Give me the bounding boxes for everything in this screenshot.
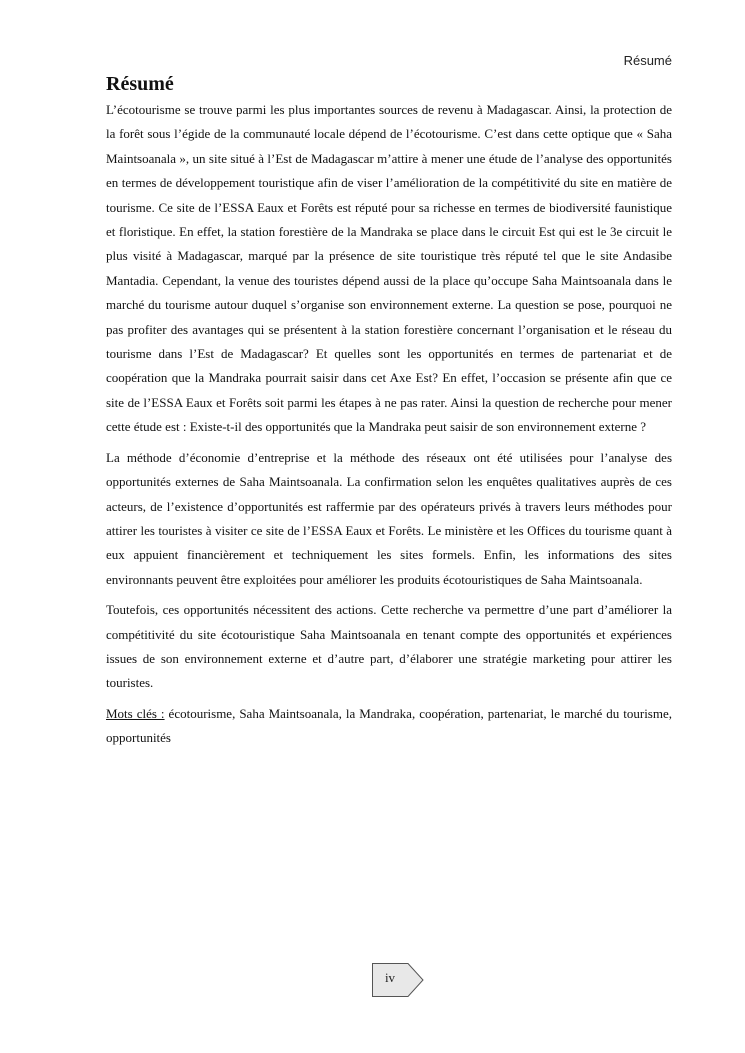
paragraph-2: La méthode d’économie d’entreprise et la méthode des réseaux ont été utilisées pour l’analyse des opportunités externes de Saha Maintsoanala. La confirmation selon les enquêtes qualitatives auprès de ces acteurs, de l’existence d’opportunités est raffermie par des opérateurs privés à travers leurs méthodes pour attirer les touristes à visiter ce site de l’ESSA Eaux et Forêts. Le ministère et les Offices du tourisme quant à eux appuient financièrement et techniquement les sites formels. Enfin, les informations des sites environnants peuvent être exploitées pour améliorer les produits écotouristiques de Saha Maintsoanala. xyxy=(106,449,672,587)
paragraph-3: Toutefois, ces opportunités nécessitent des actions. Cette recherche va permettre d’une part d’améliorer la compétitivité du site écotouristique Saha Maintsoanala en tenant compte des opportunités et expériences issues de son environnement externe et d’autre part, d’élaborer une stratégie marketing pour attirer les touristes. xyxy=(106,602,672,691)
keywords xyxy=(106,702,672,751)
page-number-badge xyxy=(372,963,424,997)
abstract-body xyxy=(106,98,672,757)
page-title: Résumé xyxy=(106,73,174,95)
keywords-text: écotourisme, Saha Maintsoanala, la Mandraka, coopération, partenariat, le marché du tourisme, opportunités xyxy=(106,705,672,746)
page-number: iv xyxy=(384,970,396,985)
paragraph-1: L’écotourisme se trouve parmi les plus importantes sources de revenu à Madagascar. Ainsi, la protection de la forêt sous l’égide de la communauté locale dépend de l’écotourisme. C’est dans cette optique que « Saha Maintsoanala », un site situé à l’Est de Madagascar m’attire à mener une étude de l’analyse des opportunités en termes de développement touristique afin de viser l’amélioration de la compétitivité du site en matière de tourisme. Ce site de l’ESSA Eaux et Forêts est réputé pour sa richesse en termes de biodiversité faunistique et floristique. En effet, la station forestière de la Mandraka se place dans le circuit Est qui est le 3e circuit le plus visité à Madagascar, marqué par la présence de site touristique très réputé tel que le site Andasibe Mantadia. Cependant, la venue des touristes dépend aussi de la place qu’occupe Saha Maintsoanala dans le marché du tourisme autour duquel s’organise son environnement externe. La question se pose, pourquoi ne pas profiter des avantages qui se présentent à la station forestière concernant l’organisation et le réseau du tourisme dans l’Est de Madagascar? Et quelles sont les opportunités en termes de partenariat et de coopération que la Mandraka pourrait saisir dans cet Axe Est? En effet, l’occasion se présente afin que ce site de l’ESSA Eaux et Forêts soit parmi les étapes à ne pas rater. Ainsi la question de recherche pour mener cette étude est : Existe-t-il des opportunités que la Mandraka peut saisir de son environnement externe ? xyxy=(106,102,672,435)
running-header: Résumé xyxy=(623,53,672,68)
keywords-label: Mots clés : xyxy=(106,705,165,721)
